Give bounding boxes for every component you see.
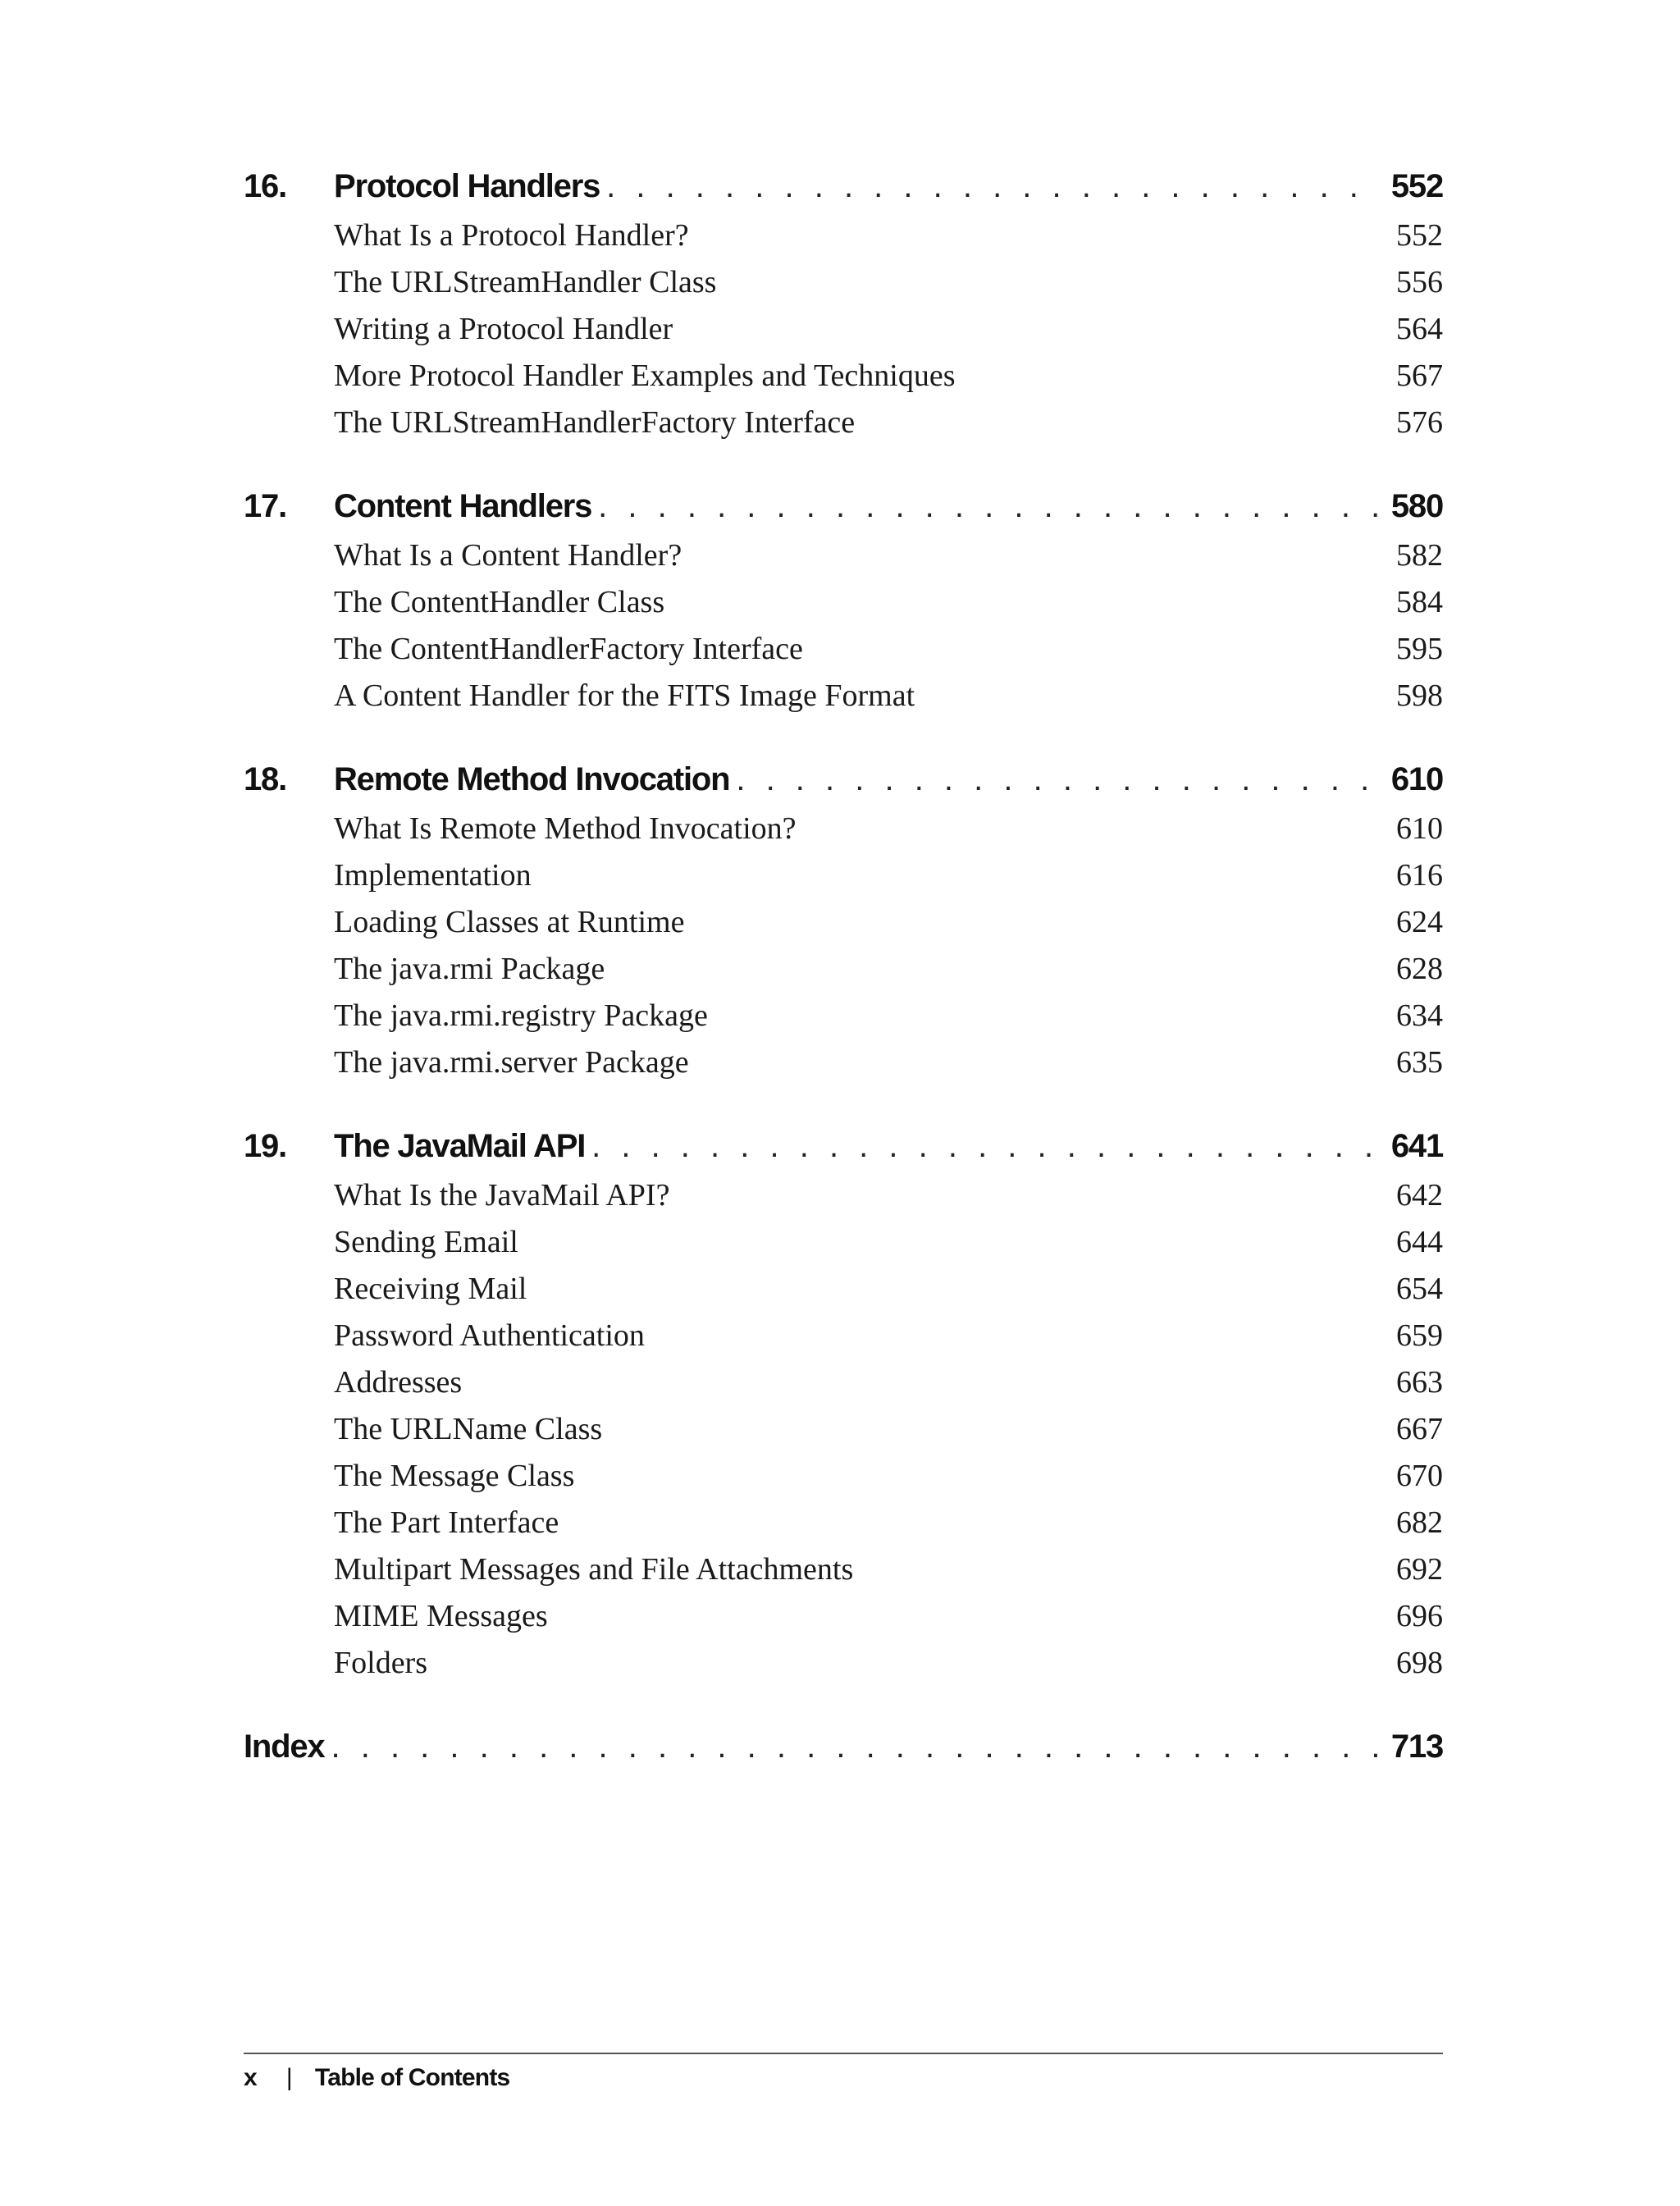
chapter-page-number: 610 bbox=[1390, 761, 1443, 797]
section-title: The ContentHandlerFactory Interface bbox=[334, 632, 803, 666]
section-title: A Content Handler for the FITS Image Format bbox=[334, 678, 915, 713]
section-entry[interactable] bbox=[334, 311, 1443, 358]
running-title: Table of Contents bbox=[314, 2064, 510, 2091]
chapter-heading[interactable] bbox=[244, 1128, 1443, 1177]
section-page-number: 692 bbox=[1396, 1552, 1443, 1587]
footer-line bbox=[244, 2064, 1443, 2092]
section-page-number: 584 bbox=[1396, 585, 1443, 619]
section-title: The URLStreamHandler Class bbox=[334, 265, 717, 299]
section-page-number: 663 bbox=[1396, 1365, 1443, 1400]
section-list bbox=[334, 1177, 1443, 1692]
section-page-number: 670 bbox=[1396, 1459, 1443, 1493]
section-title: What Is the JavaMail API? bbox=[334, 1178, 670, 1213]
section-title: What Is a Content Handler? bbox=[334, 538, 682, 573]
section-title: What Is Remote Method Invocation? bbox=[334, 811, 797, 846]
section-entry[interactable] bbox=[334, 1505, 1443, 1551]
section-page-number: 610 bbox=[1396, 811, 1443, 846]
section-entry[interactable] bbox=[334, 1411, 1443, 1458]
chapter-18 bbox=[244, 761, 1443, 1091]
section-title: MIME Messages bbox=[334, 1599, 548, 1633]
section-entry[interactable] bbox=[334, 264, 1443, 311]
section-entry[interactable] bbox=[334, 1551, 1443, 1598]
section-page-number: 696 bbox=[1396, 1599, 1443, 1633]
dot-leader bbox=[591, 1128, 1380, 1165]
section-page-number: 634 bbox=[1396, 998, 1443, 1033]
section-page-number: 682 bbox=[1396, 1505, 1443, 1540]
dot-leader bbox=[598, 488, 1380, 525]
index-page-number: 713 bbox=[1390, 1729, 1443, 1765]
section-page-number: 595 bbox=[1396, 632, 1443, 666]
section-title: The Message Class bbox=[334, 1459, 575, 1493]
section-title: What Is a Protocol Handler? bbox=[334, 218, 689, 253]
dot-leader bbox=[606, 168, 1380, 205]
section-entry[interactable] bbox=[334, 951, 1443, 998]
section-entry[interactable] bbox=[334, 1458, 1443, 1505]
section-entry[interactable] bbox=[334, 1598, 1443, 1645]
section-title: The ContentHandler Class bbox=[334, 585, 665, 619]
section-list bbox=[334, 537, 1443, 724]
section-page-number: 598 bbox=[1396, 678, 1443, 713]
section-page-number: 556 bbox=[1396, 265, 1443, 299]
section-page-number: 576 bbox=[1396, 405, 1443, 440]
chapter-heading[interactable] bbox=[244, 488, 1443, 537]
section-page-number: 667 bbox=[1396, 1412, 1443, 1446]
section-title: Folders bbox=[334, 1646, 427, 1680]
section-title: Addresses bbox=[334, 1365, 463, 1400]
chapter-title: Protocol Handlers bbox=[334, 168, 600, 204]
index-title: Index bbox=[244, 1729, 325, 1765]
section-page-number: 582 bbox=[1396, 538, 1443, 573]
section-page-number: 698 bbox=[1396, 1646, 1443, 1680]
table-of-contents bbox=[244, 168, 1443, 1778]
section-entry[interactable] bbox=[334, 217, 1443, 264]
chapter-page-number: 641 bbox=[1390, 1128, 1443, 1164]
section-title: More Protocol Handler Examples and Techniques bbox=[334, 359, 956, 393]
chapter-number: 19. bbox=[244, 1128, 287, 1164]
section-title: The java.rmi.registry Package bbox=[334, 998, 708, 1033]
section-entry[interactable] bbox=[334, 904, 1443, 951]
section-entry[interactable] bbox=[334, 811, 1443, 857]
section-list bbox=[334, 811, 1443, 1091]
footer-separator: | bbox=[285, 2064, 292, 2091]
section-page-number: 564 bbox=[1396, 312, 1443, 346]
chapter-title: Content Handlers bbox=[334, 488, 592, 524]
chapter-number: 17. bbox=[244, 488, 287, 524]
section-entry[interactable] bbox=[334, 631, 1443, 678]
chapter-number: 16. bbox=[244, 168, 287, 204]
section-entry[interactable] bbox=[334, 1364, 1443, 1411]
section-page-number: 624 bbox=[1396, 905, 1443, 939]
chapter-title: The JavaMail API bbox=[334, 1128, 586, 1164]
section-page-number: 644 bbox=[1396, 1225, 1443, 1259]
section-title: The java.rmi Package bbox=[334, 952, 605, 986]
chapter-17 bbox=[244, 488, 1443, 724]
section-entry[interactable] bbox=[334, 404, 1443, 451]
section-entry[interactable] bbox=[334, 1645, 1443, 1692]
section-page-number: 635 bbox=[1396, 1045, 1443, 1080]
section-entry[interactable] bbox=[334, 1044, 1443, 1091]
section-page-number: 616 bbox=[1396, 858, 1443, 893]
section-list bbox=[334, 217, 1443, 451]
section-page-number: 642 bbox=[1396, 1178, 1443, 1213]
footer-rule bbox=[244, 2053, 1443, 2054]
chapter-heading[interactable] bbox=[244, 761, 1443, 811]
index-heading[interactable] bbox=[244, 1729, 1443, 1778]
chapter-title: Remote Method Invocation bbox=[334, 761, 730, 797]
section-title: Sending Email bbox=[334, 1225, 518, 1259]
section-page-number: 659 bbox=[1396, 1318, 1443, 1353]
section-entry[interactable] bbox=[334, 537, 1443, 584]
section-entry[interactable] bbox=[334, 358, 1443, 404]
section-title: Multipart Messages and File Attachments bbox=[334, 1552, 854, 1587]
chapter-page-number: 580 bbox=[1390, 488, 1443, 524]
section-entry[interactable] bbox=[334, 584, 1443, 631]
page-footer bbox=[244, 2053, 1443, 2092]
chapter-16 bbox=[244, 168, 1443, 451]
section-entry[interactable] bbox=[334, 1318, 1443, 1364]
section-page-number: 628 bbox=[1396, 952, 1443, 986]
section-title: Writing a Protocol Handler bbox=[334, 312, 673, 346]
section-entry[interactable] bbox=[334, 1224, 1443, 1271]
dot-leader bbox=[736, 761, 1380, 798]
section-page-number: 654 bbox=[1396, 1272, 1443, 1306]
dot-leader bbox=[331, 1729, 1379, 1765]
chapter-19 bbox=[244, 1128, 1443, 1692]
chapter-heading[interactable] bbox=[244, 168, 1443, 217]
section-title: The URLName Class bbox=[334, 1412, 603, 1446]
section-entry[interactable] bbox=[334, 857, 1443, 904]
section-title: Password Authentication bbox=[334, 1318, 645, 1353]
folio: x bbox=[244, 2064, 257, 2091]
section-entry[interactable] bbox=[334, 678, 1443, 724]
section-entry[interactable] bbox=[334, 998, 1443, 1044]
section-title: Receiving Mail bbox=[334, 1272, 527, 1306]
section-title: Implementation bbox=[334, 858, 532, 893]
section-entry[interactable] bbox=[334, 1271, 1443, 1318]
chapter-page-number: 552 bbox=[1390, 168, 1443, 204]
section-title: The java.rmi.server Package bbox=[334, 1045, 689, 1080]
section-page-number: 567 bbox=[1396, 359, 1443, 393]
section-page-number: 552 bbox=[1396, 218, 1443, 253]
section-title: The URLStreamHandlerFactory Interface bbox=[334, 405, 856, 440]
chapter-number: 18. bbox=[244, 761, 287, 797]
section-title: The Part Interface bbox=[334, 1505, 559, 1540]
section-entry[interactable] bbox=[334, 1177, 1443, 1224]
section-title: Loading Classes at Runtime bbox=[334, 905, 685, 939]
